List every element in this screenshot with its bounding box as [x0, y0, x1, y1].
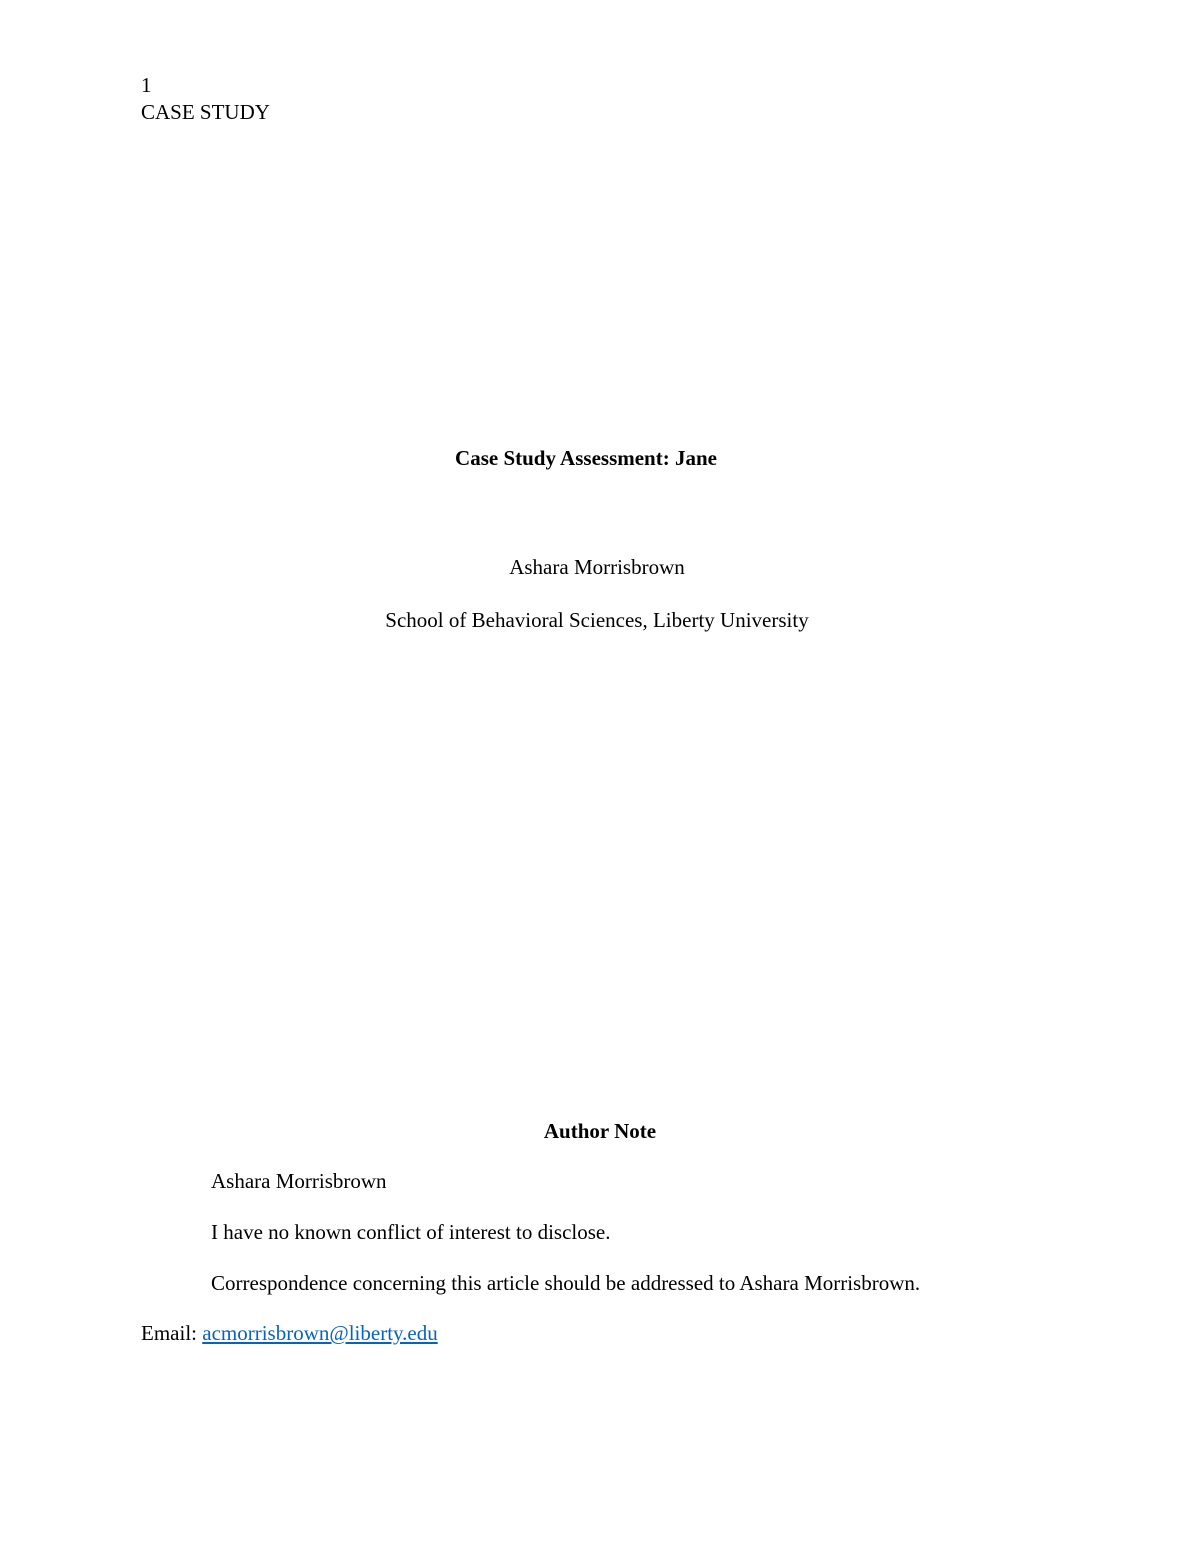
page-number: 1 — [141, 73, 152, 97]
author-note-correspondence: Correspondence concerning this article should be addressed to Ashara Morrisbrown. — [211, 1271, 921, 1295]
running-head: CASE STUDY — [141, 100, 270, 124]
email-line — [141, 1321, 438, 1346]
email-label: Email: — [141, 1321, 203, 1345]
author-note-conflict: I have no known conflict of interest to disclose. — [211, 1220, 611, 1244]
author-note-heading: Author Note — [543, 1119, 657, 1143]
paper-title: Case Study Assessment: Jane — [455, 446, 717, 470]
author-affiliation: School of Behavioral Sciences, Liberty University — [385, 608, 809, 632]
author-name: Ashara Morrisbrown — [509, 555, 685, 579]
author-note-name: Ashara Morrisbrown — [211, 1169, 387, 1193]
page-header — [141, 72, 270, 126]
email-link[interactable]: acmorrisbrown@liberty.edu — [202, 1321, 438, 1345]
